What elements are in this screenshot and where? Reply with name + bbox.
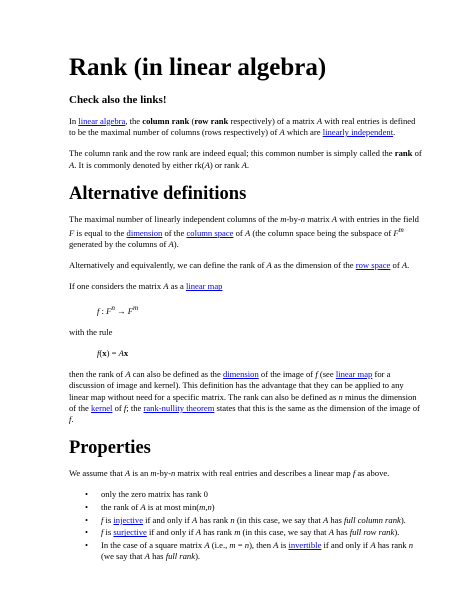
properties-list xyxy=(69,489,424,562)
heading-alternative-definitions: Alternative definitions xyxy=(69,183,247,204)
link-row-space[interactable]: row space xyxy=(355,260,391,271)
formula-rule: f(x) = Ax xyxy=(97,347,129,358)
link-linear-map[interactable]: linear map xyxy=(185,281,223,292)
list-item: • the rank of A is at most min(m,n) xyxy=(85,502,215,513)
link-dimension-2[interactable]: dimension xyxy=(222,369,259,380)
heading-properties: Properties xyxy=(69,438,151,459)
image-dimension-paragraph: then the rank of A can also be defined as the dimension of the image of f (see linear map for a discussion of image and kernel). This definition has the advantage that they can be applied to any linear map without need for a specific matrix. The rank can also be defined as n minus the dimension of the kernel of f; the rank-nullity theorem states that this is the same as the dimension of the image of f. xyxy=(69,369,420,424)
link-rank-nullity-theorem[interactable]: rank-nullity theorem xyxy=(143,402,215,413)
bullet-icon: • xyxy=(85,514,89,525)
list-item: • In the case of a square matrix A (i.e., m = n), then A is invertible if and only if A has rank n (we say that A has full rank). xyxy=(85,540,414,562)
properties-intro-paragraph: We assume that A is an m-by-n matrix with real entries and describes a linear map f as above. xyxy=(69,468,390,479)
list-item: • f is injective if and only if A has rank n (in this case, we say that A has full column rank). xyxy=(85,514,406,525)
formula-map: f : $F^n \to F^m$ xyxy=(97,303,139,316)
bullet-icon: • xyxy=(85,489,89,500)
list-item: • only the zero matrix has rank 0 xyxy=(85,489,208,500)
link-surjective[interactable]: surjective xyxy=(113,527,147,538)
link-linear-algebra[interactable]: linear algebra xyxy=(78,116,126,126)
subtitle: Check also the links! xyxy=(69,94,167,106)
with-the-rule-text: with the rule xyxy=(69,326,113,337)
link-column-space[interactable]: column space xyxy=(186,227,234,238)
bullet-icon: • xyxy=(85,502,89,513)
link-dimension[interactable]: dimension xyxy=(126,227,163,238)
link-linearly-independent[interactable]: linearly independent xyxy=(322,127,394,138)
rank-definition-paragraph: The column rank and the row rank are indeed equal; this common number is simply called the rank of A. It is commonly denoted by either rk(A) or rank A. xyxy=(69,148,422,170)
link-injective[interactable]: injective xyxy=(113,514,144,525)
linear-map-paragraph: If one considers the matrix A as a linear map xyxy=(69,281,223,292)
intro-paragraph: In linear algebra, the column rank (row rank respectively) of a matrix A with real entries is defined to be the maximal number of columns (rows respectively) of A which are linearly independent. xyxy=(69,116,416,138)
row-space-paragraph: Alternatively and equivalently, we can define the rank of A as the dimension of the row space of A. xyxy=(69,260,410,271)
link-linear-map-2[interactable]: linear map xyxy=(335,369,373,380)
list-item: • f is surjective if and only if A has rank m (in this case, we say that A has full row rank). xyxy=(85,527,400,538)
bullet-icon: • xyxy=(85,527,89,538)
page-title: Rank (in linear algebra) xyxy=(69,54,327,81)
column-space-paragraph: The maximal number of linearly independent columns of the m-by-n matrix A with entries in the field F is equal to the dimension of the column space of A (the column space being the subspace of $F^m$ generated by the columns of A). xyxy=(69,213,419,250)
link-kernel[interactable]: kernel xyxy=(90,402,113,413)
link-invertible[interactable]: invertible xyxy=(288,540,322,551)
bullet-icon: • xyxy=(85,540,89,551)
